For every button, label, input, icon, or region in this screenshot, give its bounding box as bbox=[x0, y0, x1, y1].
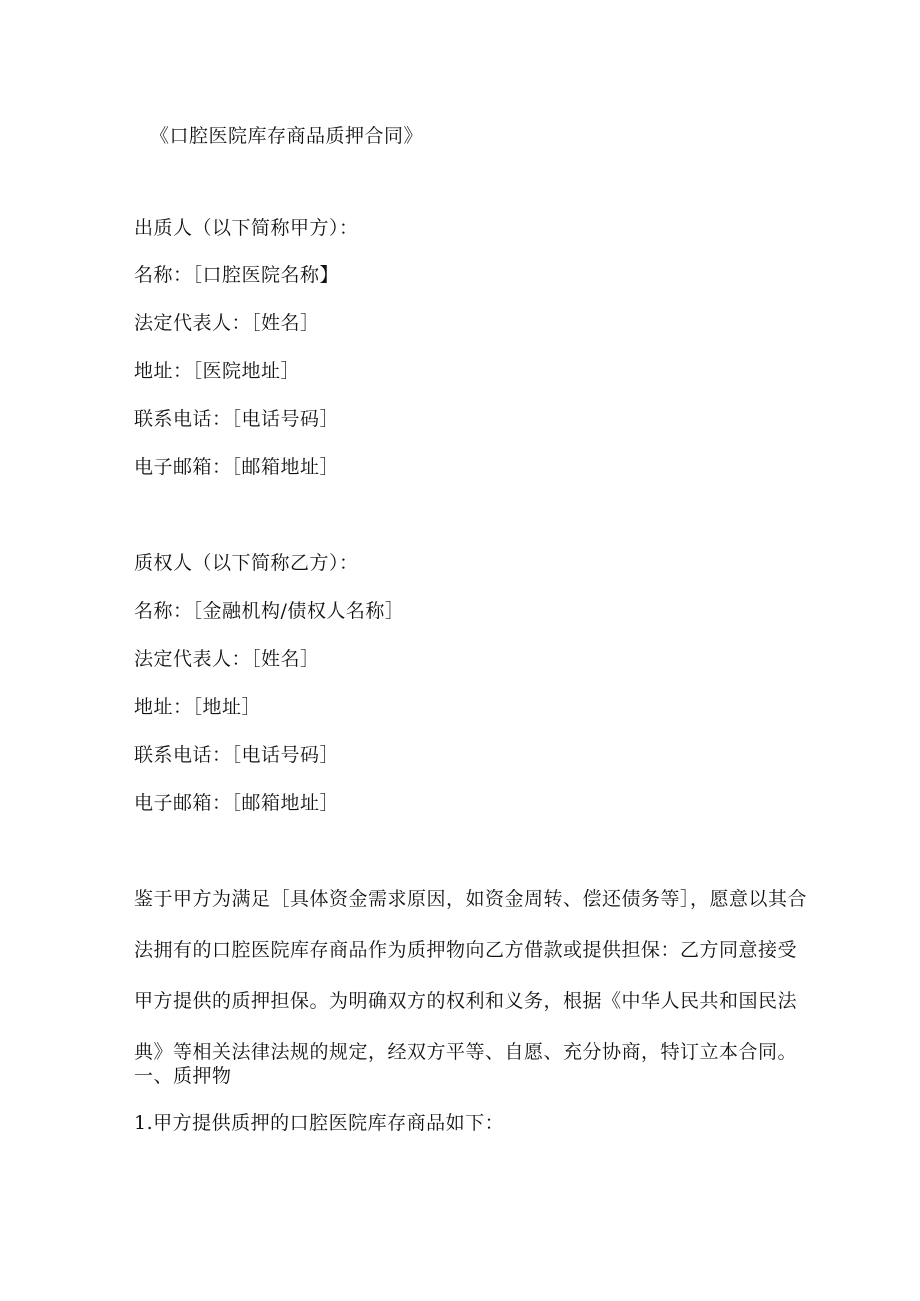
preamble-line: 甲方提供的质押担保。为明确双方的权利和义务，根据《中华人民共和国民法 bbox=[134, 990, 798, 1012]
pledgor-heading: 出质人（以下简称甲方）： bbox=[134, 217, 359, 239]
preamble-paragraph bbox=[134, 887, 808, 1068]
preamble-line: 法拥有的口腔医院库存商品作为质押物向乙方借款或提供担保：乙方同意接受 bbox=[134, 939, 798, 961]
section-heading: 一、质押物 bbox=[134, 1065, 232, 1087]
pledgor-name: 名称：［口腔医院名称】 bbox=[134, 264, 340, 286]
pledgee-address: 地址：［地址］ bbox=[134, 696, 262, 718]
pledgee-phone: 联系电话：［电话号码］ bbox=[134, 744, 340, 766]
pledgee-email: 电子邮箱：［邮箱地址］ bbox=[134, 792, 340, 814]
preamble-line: 典》等相关法律法规的规定，经双方平等、自愿、充分协商，特订立本合同。 bbox=[134, 1041, 798, 1063]
pledgor-address: 地址：［医院地址］ bbox=[134, 360, 301, 382]
pledgee-heading: 质权人（以下简称乙方）： bbox=[134, 552, 359, 574]
pledgee-legal-rep: 法定代表人：［姓名］ bbox=[134, 648, 320, 670]
contract-title: 《口腔医院库存商品质押合同》 bbox=[150, 125, 424, 147]
section-item: 1.甲方提供质押的口腔医院库存商品如下： bbox=[134, 1112, 505, 1134]
pledgor-email: 电子邮箱：［邮箱地址］ bbox=[134, 456, 340, 478]
pledgor-legal-rep: 法定代表人：［姓名］ bbox=[134, 312, 320, 334]
pledgee-name: 名称：［金融机构/债权人名称］ bbox=[134, 600, 405, 622]
preamble-line: 鉴于甲方为满足［具体资金需求原因，如资金周转、偿还债务等］，愿意以其合 bbox=[134, 888, 808, 910]
pledgor-phone: 联系电话：［电话号码］ bbox=[134, 408, 340, 430]
